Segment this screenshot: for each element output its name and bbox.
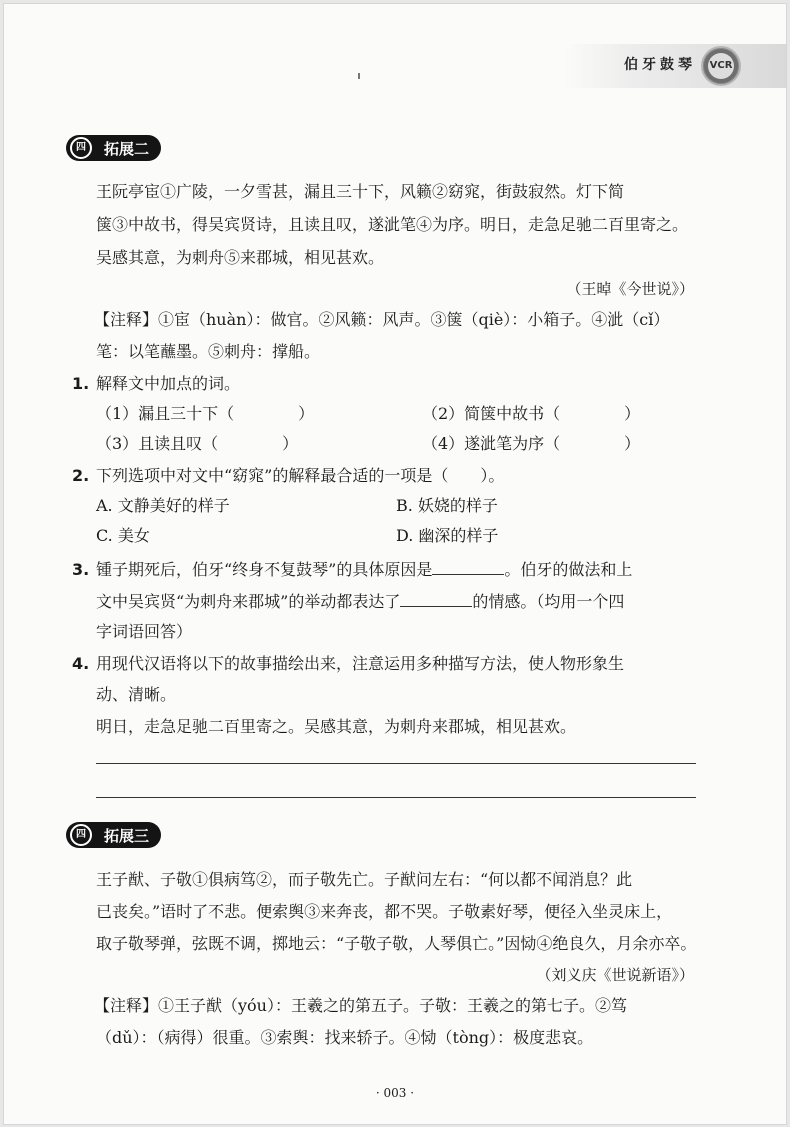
section-title: 拓展三 bbox=[104, 826, 150, 845]
question-text-part: 。伯牙的做法和上 bbox=[504, 560, 633, 579]
answer-line[interactable] bbox=[96, 797, 696, 798]
passage-line: 已丧矣。”语时了不悲。便索舆③来奔丧，都不哭。子敬素好琴，便径入坐灵床上， bbox=[96, 902, 673, 921]
question-text-part: 文中吴宾贤“为刺舟来郡城”的举动都表达了 bbox=[96, 592, 401, 611]
question-item: （2）简箧中故书（ ） bbox=[422, 404, 641, 423]
option: A. 文静美好的样子 bbox=[96, 496, 230, 515]
page-number: · 003 · bbox=[375, 1086, 415, 1100]
notes-line: 笔：以笔蘸墨。⑤刺舟：撑船。 bbox=[96, 342, 321, 361]
option: B. 妖娆的样子 bbox=[396, 496, 498, 515]
question-number: 2. bbox=[72, 466, 90, 485]
passage-line: 箧③中故书，得吴宾贤诗，且读且叹，遂泚笔④为序。明日，走急足驰二百里寄之。 bbox=[96, 215, 689, 234]
question-text: 用现代汉语将以下的故事描绘出来，注意运用多种描写方法，使人物形象生 bbox=[96, 654, 625, 673]
section-badge-icon: 四 bbox=[70, 824, 92, 846]
question-number: 4. bbox=[72, 654, 90, 673]
header-badge-icon bbox=[701, 46, 741, 86]
question-text: 明日，走急足驰二百里寄之。吴感其意，为刺舟来郡城，相见甚欢。 bbox=[96, 717, 577, 736]
question-text: 字词语回答） bbox=[96, 622, 193, 641]
question-number: 3. bbox=[72, 560, 90, 579]
option: C. 美女 bbox=[96, 526, 150, 545]
notes-line: 【注释】①王子猷（yóu）：王羲之的第五子。子敬：王羲之的第七子。②笃 bbox=[94, 996, 627, 1015]
question-text bbox=[96, 560, 632, 580]
question-number: 1. bbox=[72, 374, 90, 393]
source-citation: （刘义庆《世说新语》） bbox=[536, 966, 694, 984]
question-text: 动、清晰。 bbox=[96, 685, 177, 704]
notes-line: （dǔ）：（病得）很重。③索舆：找来轿子。④恸（tòng）：极度悲哀。 bbox=[96, 1028, 594, 1047]
passage-line: 王阮亭宦①广陵，一夕雪甚，漏且三十下，风籁②窈窕，街鼓寂然。灯下简 bbox=[96, 182, 625, 201]
header-badge-text: VCR bbox=[708, 53, 734, 79]
source-citation: （王晫《今世说》） bbox=[566, 280, 694, 298]
answer-line[interactable] bbox=[96, 763, 696, 764]
question-item: （1）漏且三十下（ ） bbox=[96, 404, 315, 423]
scan-mark bbox=[358, 73, 360, 79]
page bbox=[3, 3, 787, 1125]
notes-line: 【注释】①宦（huàn）：做官。②风籁：风声。③箧（qiè）：小箱子。④泚（cǐ） bbox=[94, 310, 670, 329]
question-item: （4）遂泚笔为序（ ） bbox=[422, 434, 641, 453]
answer-blank[interactable] bbox=[432, 560, 504, 575]
question-text: 下列选项中对文中“窈窕”的解释最合适的一项是（ ）。 bbox=[96, 466, 505, 485]
passage-line: 取子敬琴弹，弦既不调，掷地云：“子敬子敬，人琴俱亡。”因恸④绝良久，月余亦卒。 bbox=[96, 934, 697, 953]
passage-line: 王子猷、子敬①俱病笃②，而子敬先亡。子猷问左右：“何以都不闻消息？此 bbox=[96, 870, 633, 889]
question-text-part: 的情感。（均用一个四 bbox=[472, 592, 625, 611]
section-heading-2 bbox=[66, 135, 161, 161]
question-text bbox=[96, 592, 624, 612]
option: D. 幽深的样子 bbox=[396, 526, 499, 545]
question-item: （3）且读且叹（ ） bbox=[96, 434, 299, 453]
passage-line: 吴感其意，为刺舟⑤来郡城，相见甚欢。 bbox=[96, 248, 385, 267]
section-heading-3 bbox=[66, 822, 161, 848]
answer-blank[interactable] bbox=[400, 592, 472, 607]
header-title: 伯牙鼓琴 bbox=[624, 57, 696, 73]
question-text: 解释文中加点的词。 bbox=[96, 374, 241, 393]
section-badge-icon: 四 bbox=[70, 137, 92, 159]
section-title: 拓展二 bbox=[104, 139, 150, 158]
question-text-part: 锺子期死后，伯牙“终身不复鼓琴”的具体原因是 bbox=[96, 560, 433, 579]
